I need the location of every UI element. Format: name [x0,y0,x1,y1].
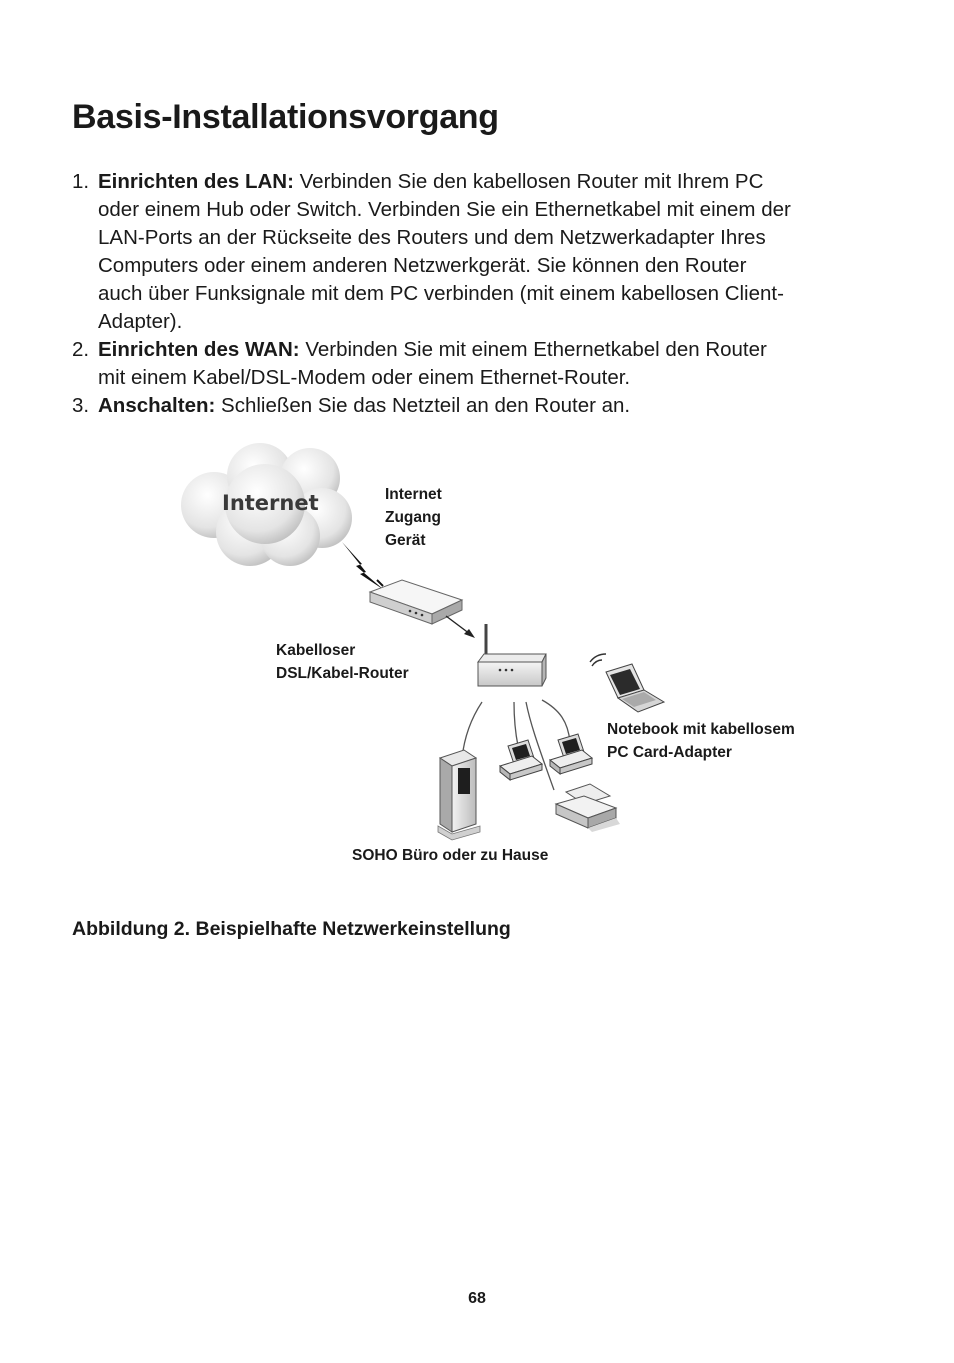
page-number: 68 [468,1290,486,1307]
step-text-line: Verbinden Sie den kabellosen Router mit Ihrem PC [299,170,764,193]
step-3 [72,392,892,420]
desktop-pc-icon [500,740,542,780]
step-1 [72,168,892,336]
installation-steps [72,168,892,420]
step-heading: Anschalten: [98,394,216,417]
wireless-signal-icon [590,654,606,666]
step-text-line: Adapter). [98,310,183,333]
step-text-line: Computers oder einem anderen Netzwerkgerät. Sie können den Router [98,254,747,277]
step-text-line: auch über Funksignale mit dem PC verbinden (mit einem kabellosen Client- [98,282,784,305]
label-internet-access [385,483,442,552]
label-line: Internet [385,486,442,503]
printer-icon [556,784,620,832]
step-number: 1. [72,170,90,193]
network-diagram [170,440,850,880]
label-line: PC Card-Adapter [607,744,732,761]
step-number: 3. [72,394,90,417]
network-diagram-graphic [170,440,850,880]
page-title: Basis-Installationsvorgang [72,98,499,136]
desktop-pc-icon [550,734,592,774]
step-text-line: oder einem Hub oder Switch. Verbinden Sie ein Ethernetkabel mit einem der [98,198,791,221]
cloud-label: Internet [222,491,319,515]
label-soho [352,844,548,867]
lightning-icon [342,542,384,590]
label-line: Zugang [385,509,441,526]
step-text-line: Schließen Sie das Netzteil an den Router an. [221,394,631,417]
label-line: Kabelloser [276,642,356,659]
server-tower-icon [438,750,480,840]
label-line: Gerät [385,532,426,549]
internet-cloud-icon [181,443,352,566]
step-number: 2. [72,338,90,361]
step-heading: Einrichten des WAN: [98,338,300,361]
notebook-icon [606,664,664,712]
step-text-line: LAN-Ports an der Rückseite des Routers und dem Netzwerkadapter Ihres [98,226,766,249]
label-line: DSL/Kabel-Router [276,665,409,682]
router-icon [478,624,546,686]
label-line: Notebook mit kabellosem [607,721,795,738]
step-2 [72,336,892,392]
step-heading: Einrichten des LAN: [98,170,294,193]
label-line: SOHO Büro oder zu Hause [352,847,549,864]
label-notebook [607,718,795,764]
figure-caption: Abbildung 2. Beispielhafte Netzwerkeinstellung [72,918,511,940]
step-text-line: Verbinden Sie mit einem Ethernetkabel den Router [305,338,767,361]
step-text-line: mit einem Kabel/DSL-Modem oder einem Ethernet-Router. [98,366,631,389]
label-router [276,639,409,685]
